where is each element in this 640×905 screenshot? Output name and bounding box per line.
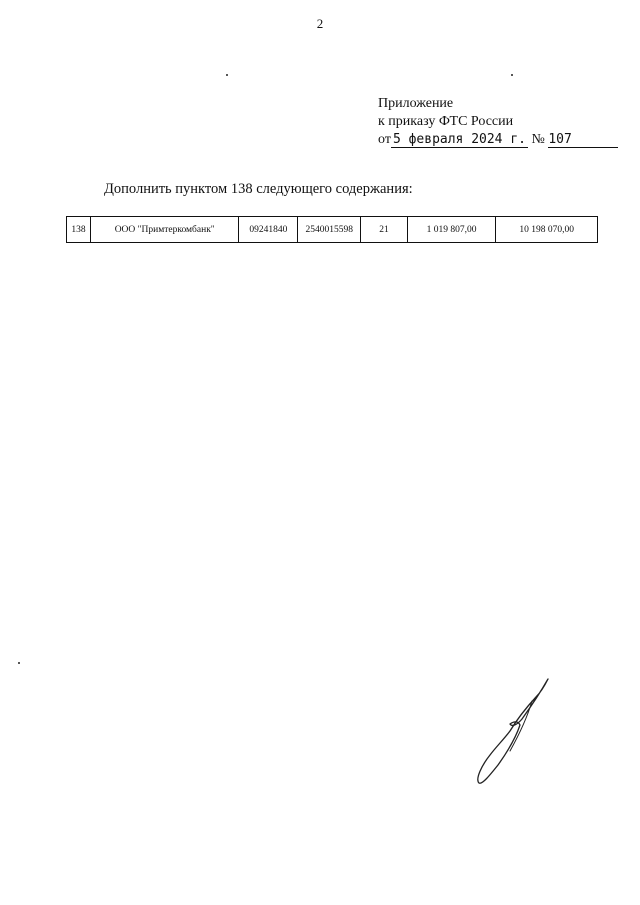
scan-speck — [226, 74, 228, 76]
cell-count: 21 — [361, 217, 408, 243]
cell-amount-1: 1 019 807,00 — [407, 217, 496, 243]
appendix-order-reference: к приказу ФТС России — [378, 114, 514, 129]
appendix-header — [378, 95, 618, 149]
cell-name: ООО "Примтеркомбанк" — [90, 217, 239, 243]
date-prefix: от — [378, 132, 391, 147]
signature — [470, 675, 560, 790]
cell-item: 138 — [67, 217, 91, 243]
page-number: 2 — [316, 16, 324, 31]
appendix-date-line — [378, 131, 618, 149]
intro-text: Дополнить пунктом 138 следующего содержания: — [104, 181, 413, 197]
cell-amount-2: 10 198 070,00 — [496, 217, 598, 243]
order-number: 107 — [548, 132, 618, 148]
table-row — [67, 217, 598, 243]
scan-speck — [18, 662, 20, 664]
cell-inn: 2540015598 — [298, 217, 361, 243]
cell-code: 09241840 — [239, 217, 298, 243]
appendix-title: Приложение — [378, 96, 454, 111]
scan-speck — [511, 74, 513, 76]
order-date: 5 февраля 2024 г. — [392, 132, 526, 147]
number-prefix: № — [531, 132, 545, 147]
data-table — [66, 216, 598, 243]
